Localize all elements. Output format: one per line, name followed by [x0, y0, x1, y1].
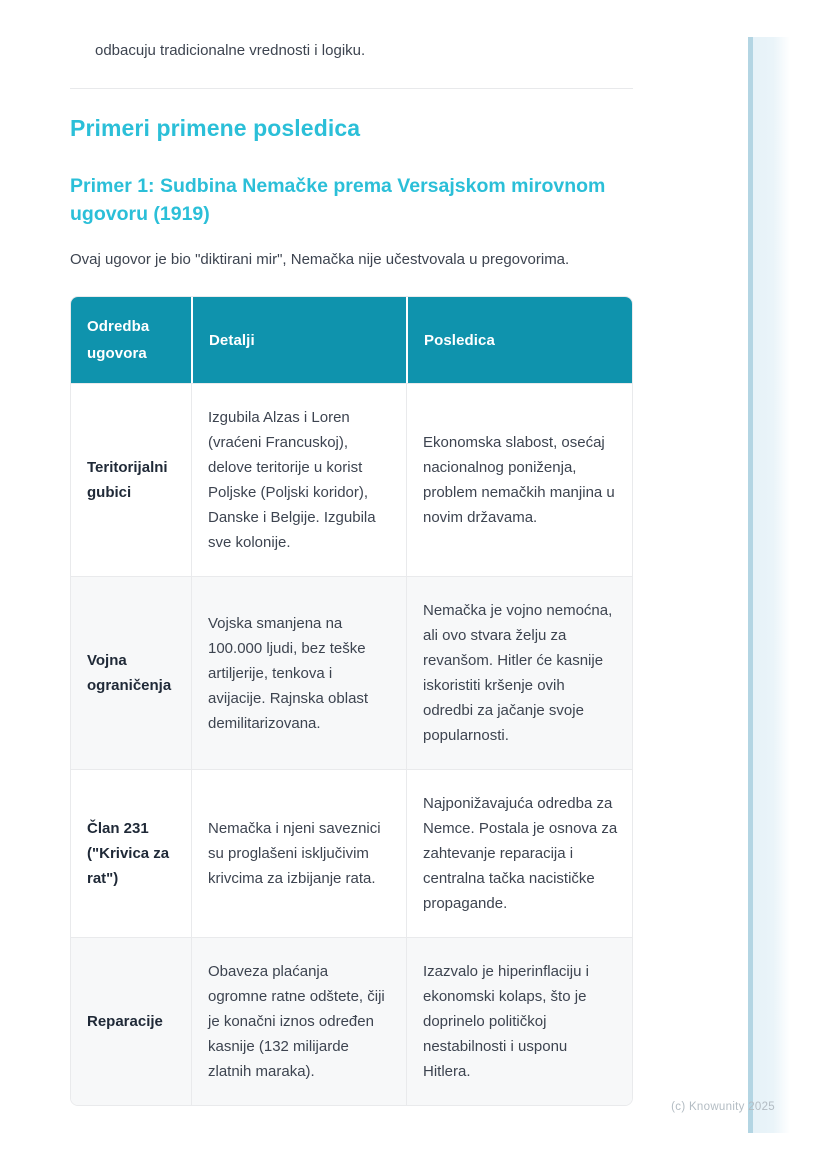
- table-row: [71, 383, 633, 576]
- table-row: [71, 769, 633, 937]
- cell-posledica: Izazvalo je hiperinflaciju i ekonomski kolaps, što je doprinelo političkoj nestabilnosti i usponu Hitlera.: [406, 937, 633, 1105]
- cell-detalji: Nemačka i njeni saveznici su proglašeni isključivim krivcima za izbijanje rata.: [191, 769, 406, 937]
- cell-detalji: Obaveza plaćanja ogromne ratne odštete, čiji je konačni iznos određen kasnije (132 milijarde zlatnih maraka).: [191, 937, 406, 1105]
- data-table: [71, 297, 633, 1105]
- subsection-title: Primer 1: Sudbina Nemačke prema Versajskom mirovnom ugovoru (1919): [70, 175, 606, 225]
- page-edge-accent-area: [753, 37, 790, 1133]
- table-row: [71, 576, 633, 769]
- section-title: Primeri primene posledica: [70, 115, 361, 141]
- document-page: [70, 0, 633, 1106]
- cell-detalji: Vojska smanjena na 100.000 ljudi, bez teške artiljerije, tenkova i avijacije. Rajnska oblast demilitarizovana.: [191, 576, 406, 769]
- column-header-odredba: Odredba ugovora: [71, 297, 191, 383]
- cell-detalji: Izgubila Alzas i Loren (vraćeni Francuskoj), delove teritorije u korist Poljske (Poljski koridor), Danske i Belgije. Izgubila sve kolonije.: [191, 383, 406, 576]
- table-header-row: [71, 297, 633, 383]
- column-header-posledica: Posledica: [406, 297, 633, 383]
- lead-paragraph: Ovaj ugovor je bio "diktirani mir", Nemačka nije učestvovala u pregovorima.: [70, 251, 570, 268]
- intro-paragraph: odbacuju tradicionalne vrednosti i logiku.: [95, 42, 366, 59]
- footer-copyright: (c) Knowunity 2025: [671, 1101, 775, 1113]
- cell-posledica: Ekonomska slabost, osećaj nacionalnog poniženja, problem nemačkih manjina u novim državama.: [406, 383, 633, 576]
- cell-posledica: Nemačka je vojno nemoćna, ali ovo stvara želju za revanšom. Hitler će kasnije iskoristiti kršenje ovih odredbi za jačanje svoje popularnosti.: [406, 576, 633, 769]
- column-header-detalji: Detalji: [191, 297, 406, 383]
- row-label: Teritorijalni gubici: [71, 383, 191, 576]
- cell-posledica: Najponižavajuća odredba za Nemce. Postala je osnova za zahtevanje reparacija i centralna tačka nacističke propagande.: [406, 769, 633, 937]
- row-label: Vojna ograničenja: [71, 576, 191, 769]
- row-label: Reparacije: [71, 937, 191, 1105]
- table-row: [71, 937, 633, 1105]
- row-label: Član 231 ("Krivica za rat"): [71, 769, 191, 937]
- section-divider: [70, 88, 633, 89]
- treaty-consequences-table: [70, 296, 633, 1106]
